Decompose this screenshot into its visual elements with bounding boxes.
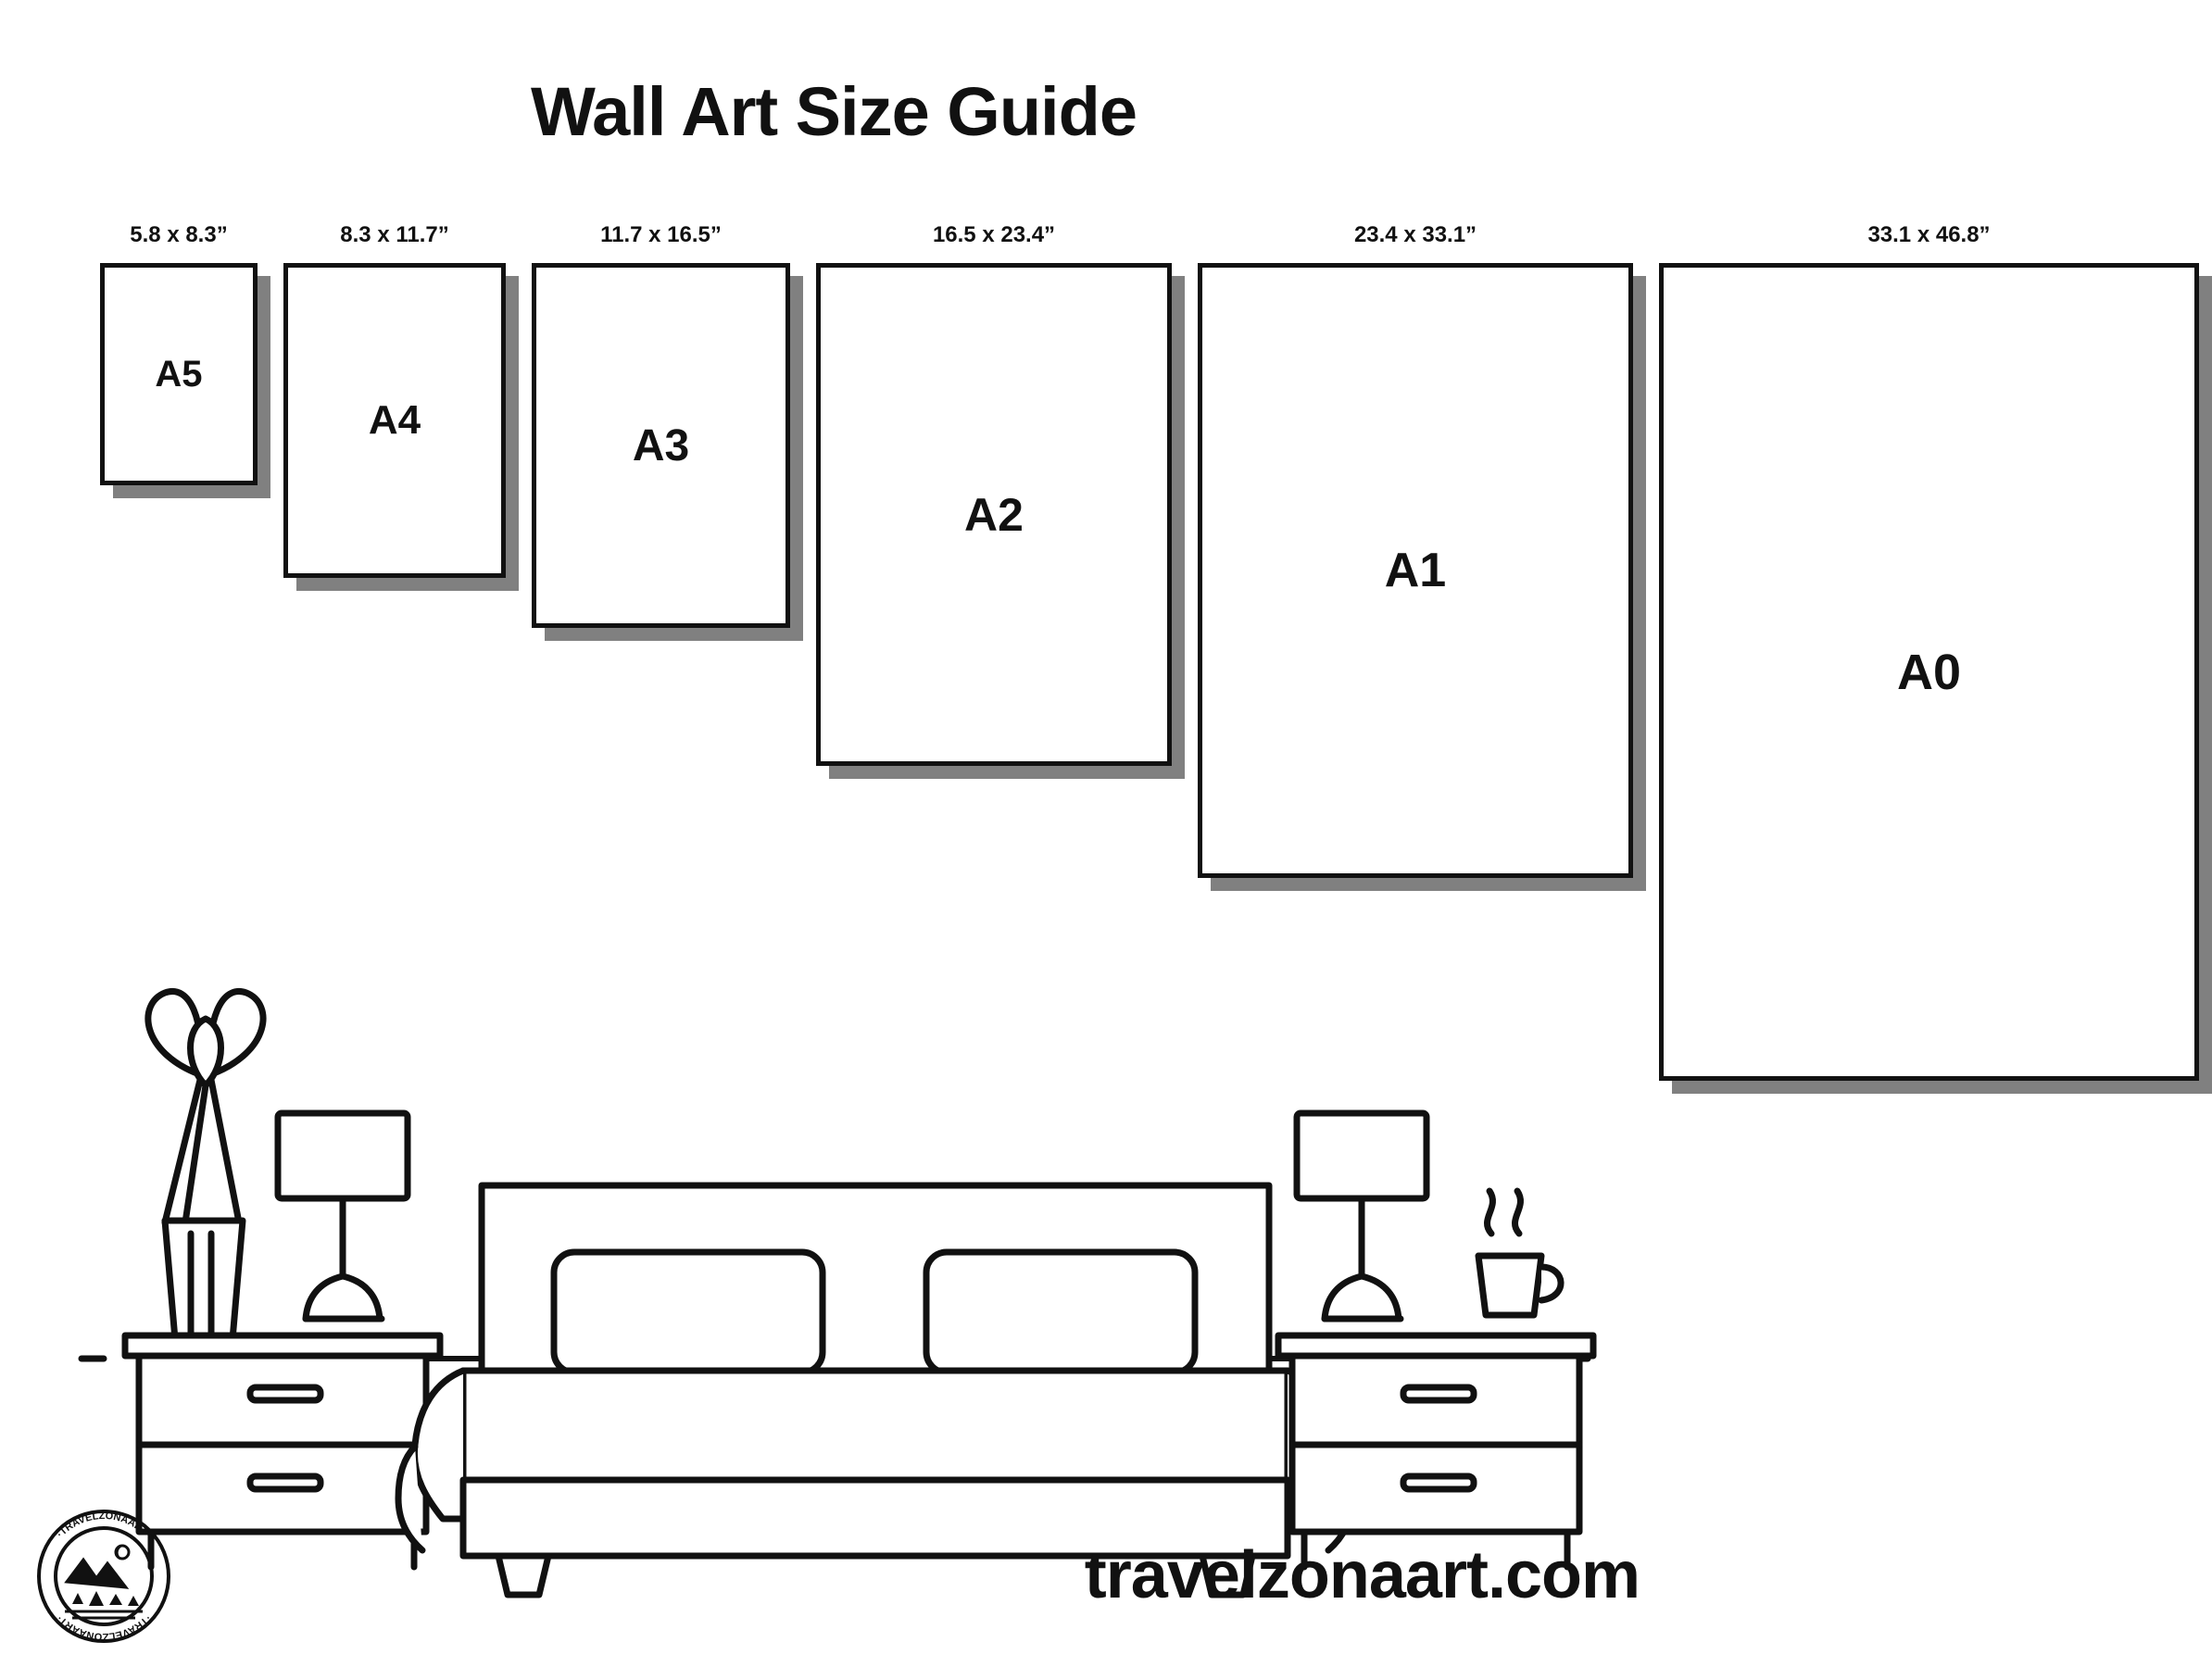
frame-a1[interactable] — [1198, 263, 1633, 878]
frame-dimension-label: 11.7 x 16.5” — [600, 222, 722, 247]
frame-size-a1 — [1198, 222, 1646, 906]
frame-a4[interactable] — [283, 263, 506, 578]
lamp-right-illustration — [1297, 1113, 1426, 1319]
frame-size-a4 — [283, 222, 519, 606]
frame-size-name: A2 — [964, 488, 1024, 541]
frame-size-row — [0, 222, 1991, 926]
frame-a5[interactable] — [100, 263, 258, 485]
page-title: Wall Art Size Guide — [531, 73, 1137, 150]
frame-size-a3 — [532, 222, 803, 656]
frame-dimension-label: 16.5 x 23.4” — [932, 222, 1056, 247]
website-url: travelzonaart.com — [1084, 1538, 1640, 1612]
frame-dimension-label: 5.8 x 8.3” — [130, 222, 228, 247]
frame-size-name: A1 — [1384, 544, 1447, 597]
lamp-left-illustration — [278, 1113, 408, 1319]
brand-logo — [26, 1500, 220, 1648]
logo-landscape — [65, 1546, 143, 1618]
logo-text-bottom: ·TRAVELZONAART· — [55, 1612, 153, 1643]
coffee-cup-illustration — [1478, 1191, 1561, 1315]
frame-a2[interactable] — [816, 263, 1172, 766]
frame-size-a0 — [1659, 222, 2212, 1109]
bed-illustration — [398, 1185, 1352, 1595]
frame-dimension-label: 8.3 x 11.7” — [340, 222, 449, 247]
frame-dimension-label: 23.4 x 33.1” — [1353, 222, 1477, 247]
frame-size-name: A0 — [1896, 644, 1962, 700]
frame-size-name: A4 — [368, 397, 421, 443]
logo-text-top: ·TRAVELZONAART· — [55, 1510, 153, 1540]
frame-size-name: A3 — [632, 420, 690, 470]
plant-illustration — [148, 991, 263, 1350]
bedroom-scene-illustration — [0, 908, 1667, 1482]
nightstand-right-illustration — [1278, 1335, 1593, 1567]
frame-size-name: A5 — [155, 353, 203, 395]
frame-a0[interactable] — [1659, 263, 2199, 1081]
frame-dimension-label: 33.1 x 46.8” — [1867, 222, 1991, 247]
frame-size-a2 — [816, 222, 1185, 794]
frame-size-a5 — [100, 222, 270, 513]
frame-a3[interactable] — [532, 263, 790, 628]
